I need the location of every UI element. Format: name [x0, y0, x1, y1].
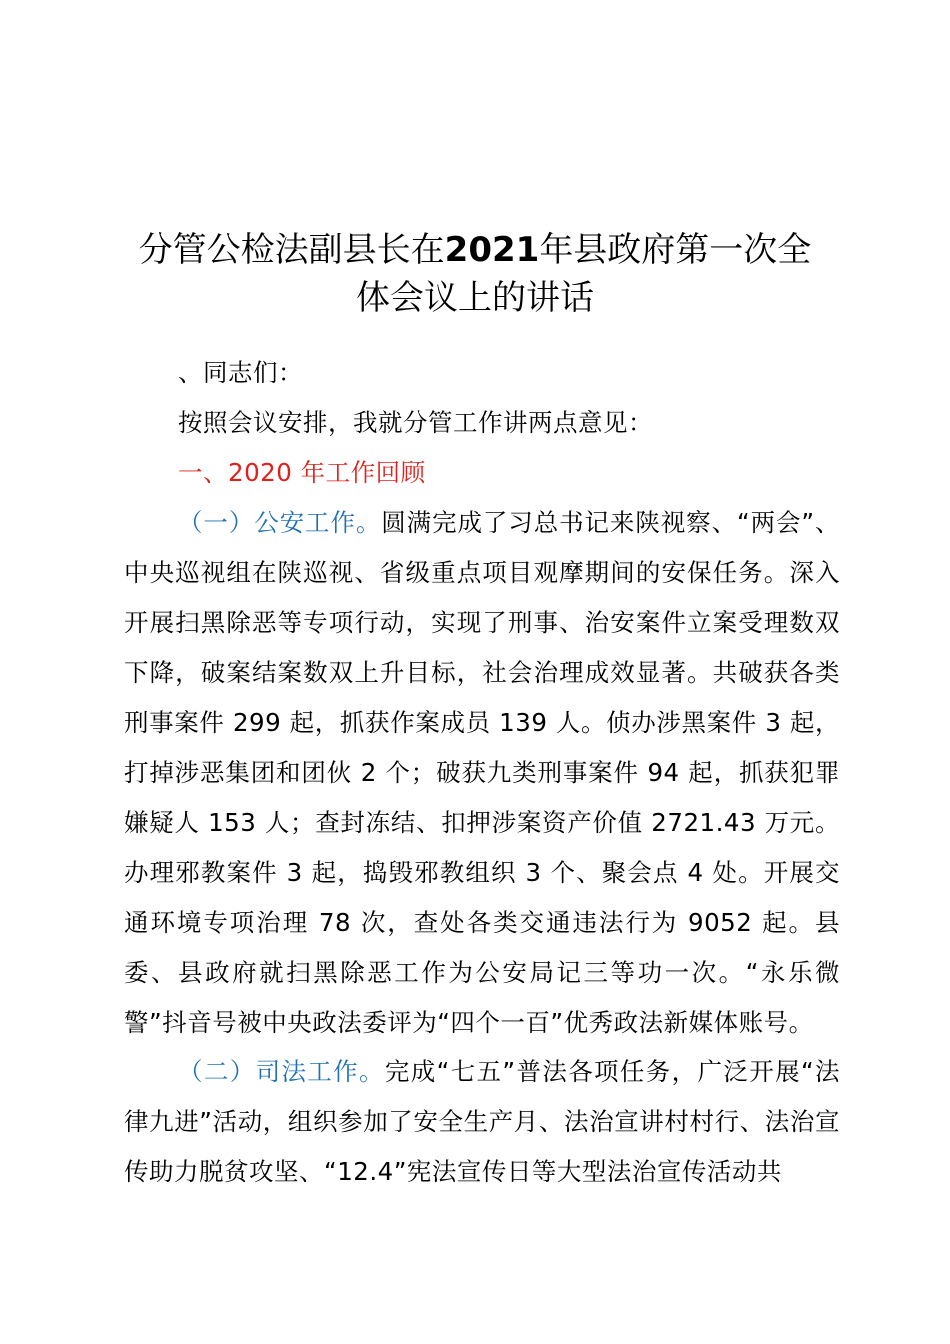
intro-paragraph: 按照会议安排，我就分管工作讲两点意见：	[178, 408, 653, 437]
title-part-2: 年县政府第一次全	[539, 230, 812, 270]
section-heading: 一、2020 年工作回顾	[178, 458, 426, 487]
paragraph-text-judicial: 完成“七五”普法各项任务，广泛开展“法律九进”活动，组织参加了安全生产月、法治宣讲村村行、法治宣传助力脱贫攻坚、“12.4”宪法宣传日等大型法治宣传活动共	[124, 1057, 841, 1186]
salutation: 、同志们：	[178, 358, 303, 387]
document-title-line-2: 体会议上的讲话	[356, 278, 594, 318]
paragraph-public-security	[124, 498, 840, 1048]
title-year: 2021	[444, 230, 540, 270]
paragraph-heading-judicial: （二）司法工作。	[178, 1057, 385, 1086]
title-part-1: 分管公检法副县长在	[138, 230, 445, 270]
document-title-line-1	[100, 223, 850, 277]
paragraph-heading-public-security: （一）公安工作。	[178, 508, 382, 537]
paragraph-text-public-security: 圆满完成了习总书记来陕视察、“两会”、中央巡视组在陕巡视、省级重点项目观摩期间的安保任务。深入开展扫黑除恶等专项行动，实现了刑事、治安案件立案受理数双下降，破案结案数双上升目标，社会治理成效显著。共破获各类刑事案件 299 起，抓获作案成员 139 人。侦办涉黑案件 3 起，打掉涉恶集团和团伙 2 个；破获九类刑事案件 94 起，抓获犯罪嫌疑人 153 人；查封冻结、扣押涉案资产价值 2721.43 万元。办理邪教案件 3 起，捣毁邪教组织 3 个、聚会点 4 处。开展交通环境专项治理 78 次，查处各类交通违法行为 9052 起。县委、县政府就扫黑除恶工作为公安局记三等功一次。“永乐微警”抖音号被中央政法委评为“四个一百”优秀政法新媒体账号。	[124, 508, 840, 1037]
paragraph-judicial	[124, 1047, 840, 1197]
